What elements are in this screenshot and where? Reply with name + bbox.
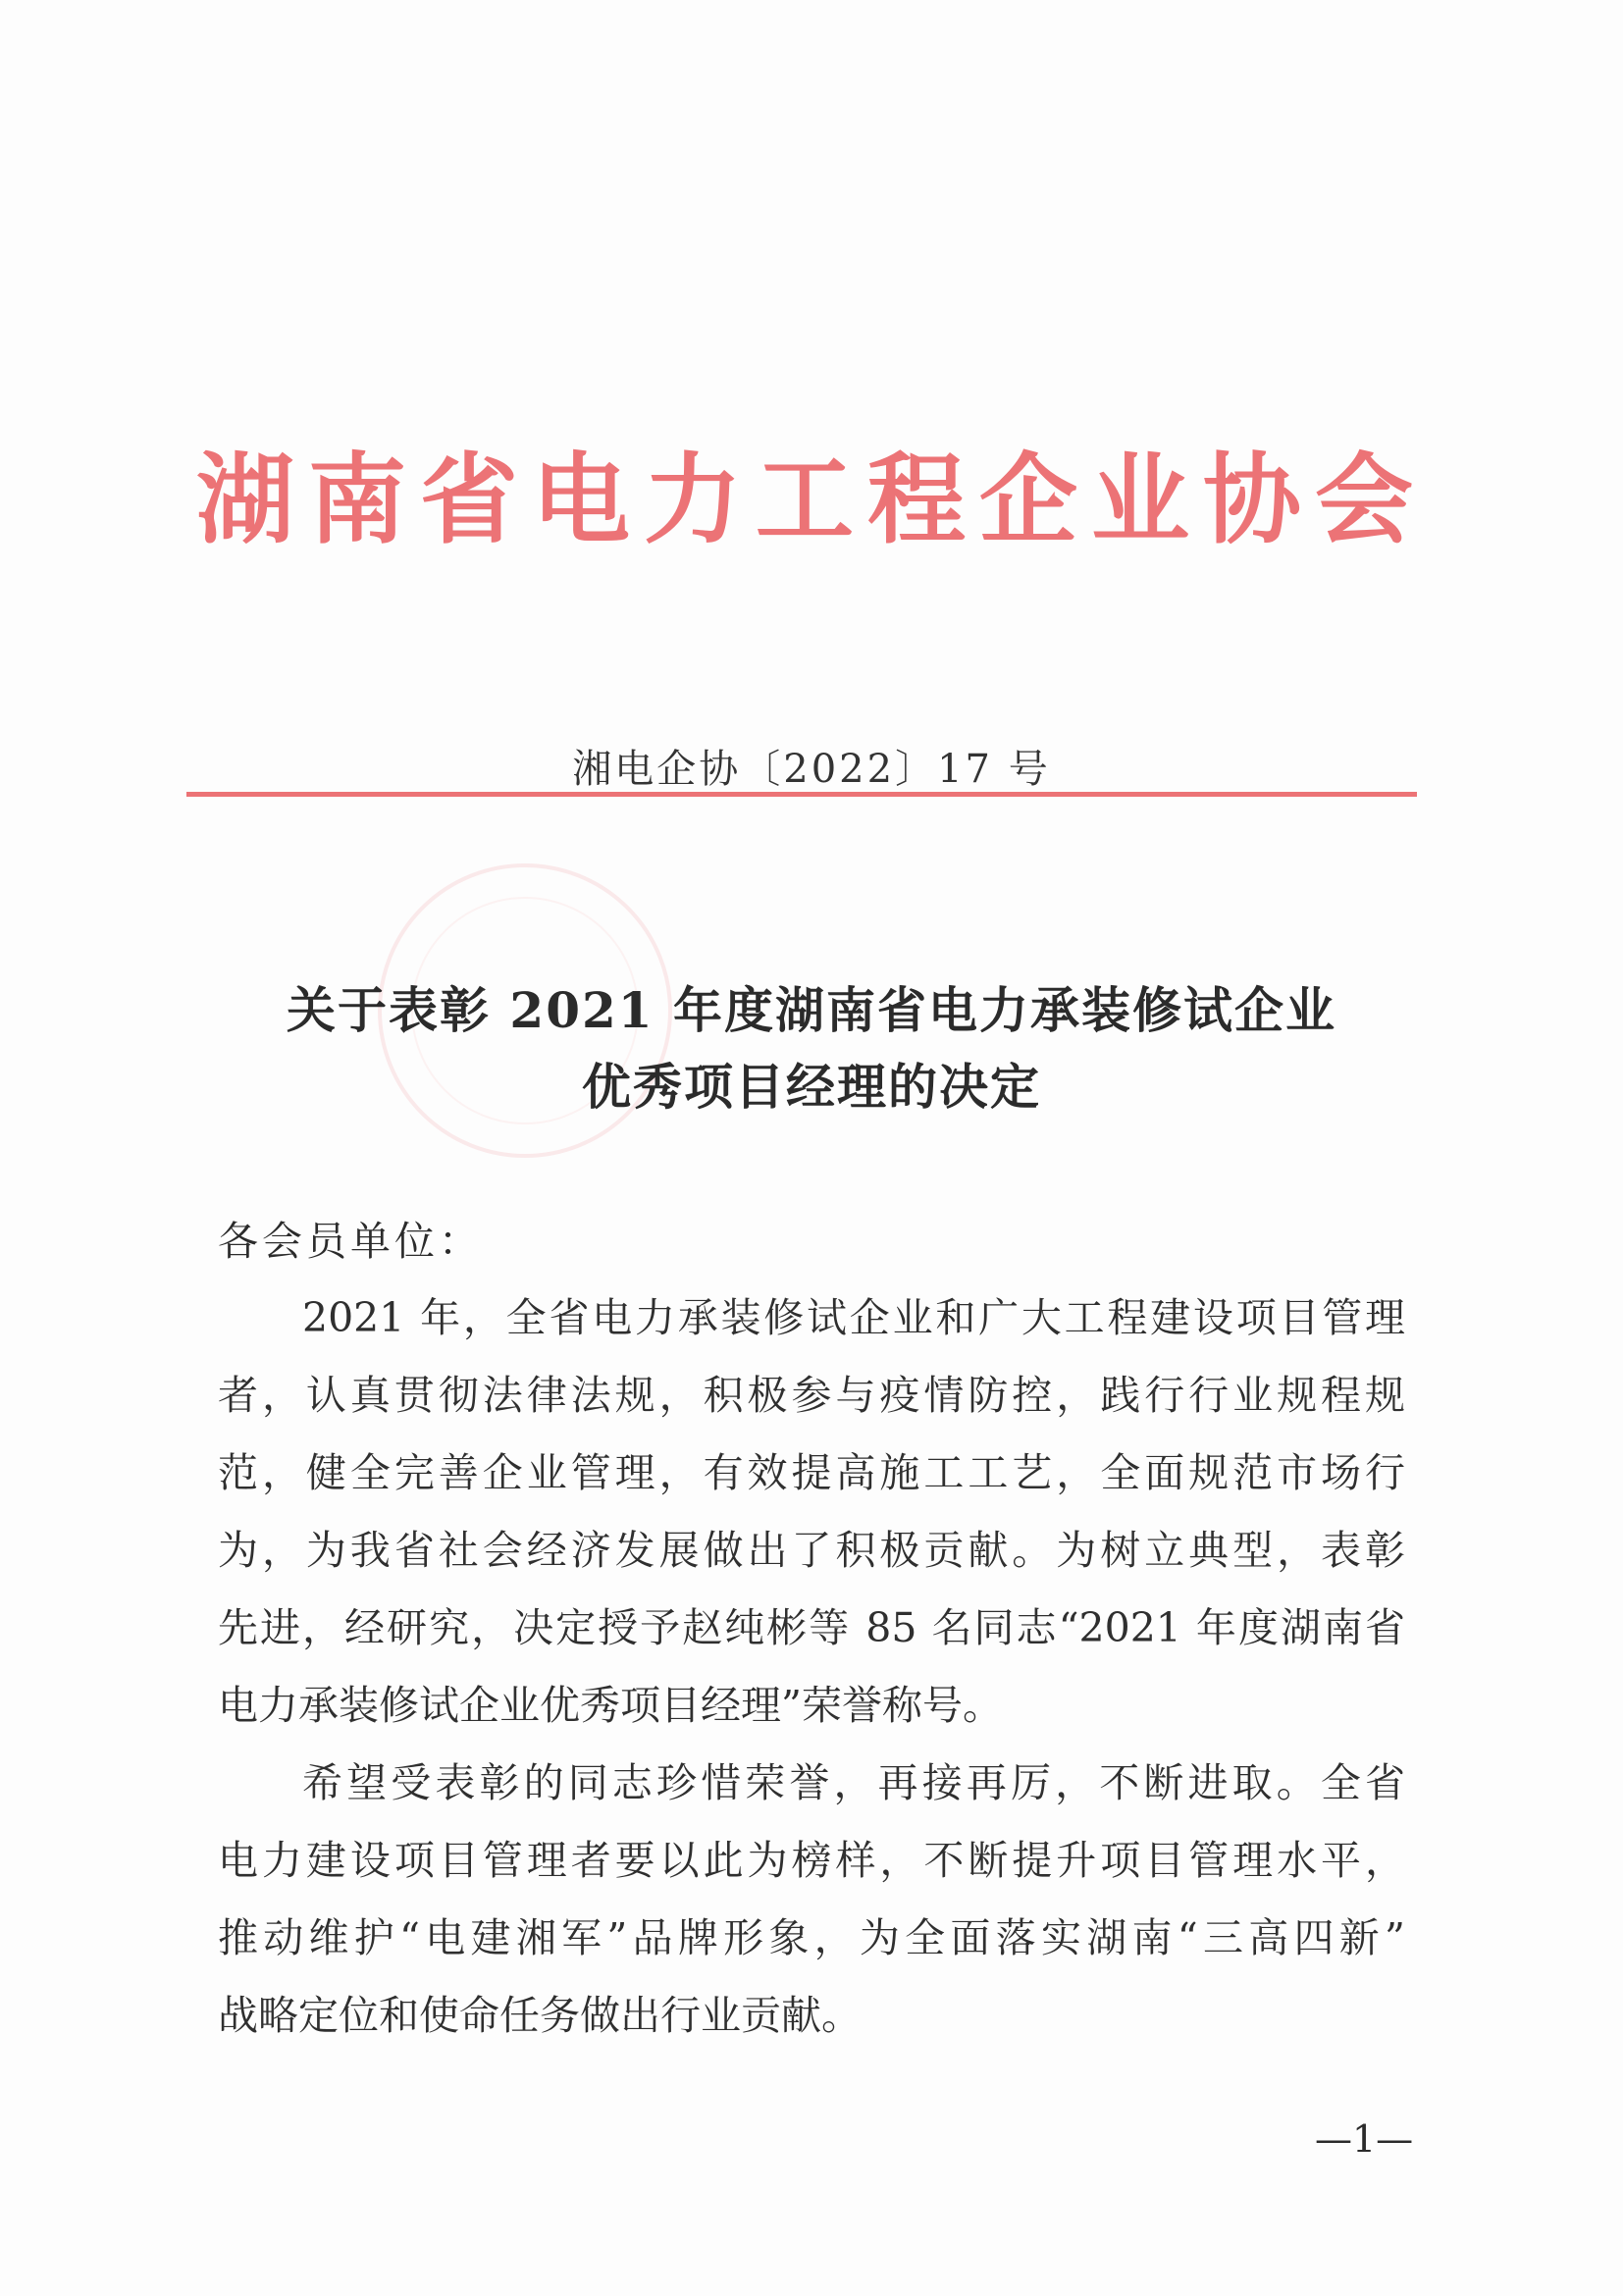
body-line: 2021 年，全省电力承装修试企业和广大工程建设项目管理 — [302, 1294, 1405, 1341]
body-line: 推动维护“电建湘军”品牌形象，为全面落实湖南“三高四新” — [218, 1914, 1405, 1961]
red-divider-line — [186, 792, 1417, 797]
body-line: 电力承装修试企业优秀项目经理”荣誉称号。 — [218, 1682, 1003, 1729]
body-line: 为，为我省社会经济发展做出了积极贡献。为树立典型，表彰 — [218, 1527, 1405, 1574]
body-line: 范，健全完善企业管理，有效提高施工工艺，全面规范市场行 — [218, 1449, 1405, 1496]
page-number: —1— — [1315, 2117, 1414, 2161]
salutation: 各会员单位： — [218, 1218, 483, 1265]
organization-header: 湖南省电力工程企业协会 — [196, 443, 1427, 557]
document-title-line-1: 关于表彰 2021 年度湖南省电力承装修试企业 — [287, 981, 1336, 1039]
body-line: 先进，经研究，决定授予赵纯彬等 85 名同志“2021 年度湖南省 — [218, 1604, 1405, 1651]
document-number: 湘电企协〔2022〕17 号 — [572, 747, 1051, 792]
document-title-line-2: 优秀项目经理的决定 — [582, 1058, 1041, 1116]
body-line: 希望受表彰的同志珍惜荣誉，再接再厉，不断进取。全省 — [302, 1759, 1405, 1806]
body-line: 者，认真贯彻法律法规，积极参与疫情防控，践行行业规程规 — [218, 1372, 1405, 1419]
body-line: 战略定位和使命任务做出行业贡献。 — [218, 1992, 862, 2039]
body-line: 电力建设项目管理者要以此为榜样，不断提升项目管理水平， — [218, 1837, 1405, 1884]
